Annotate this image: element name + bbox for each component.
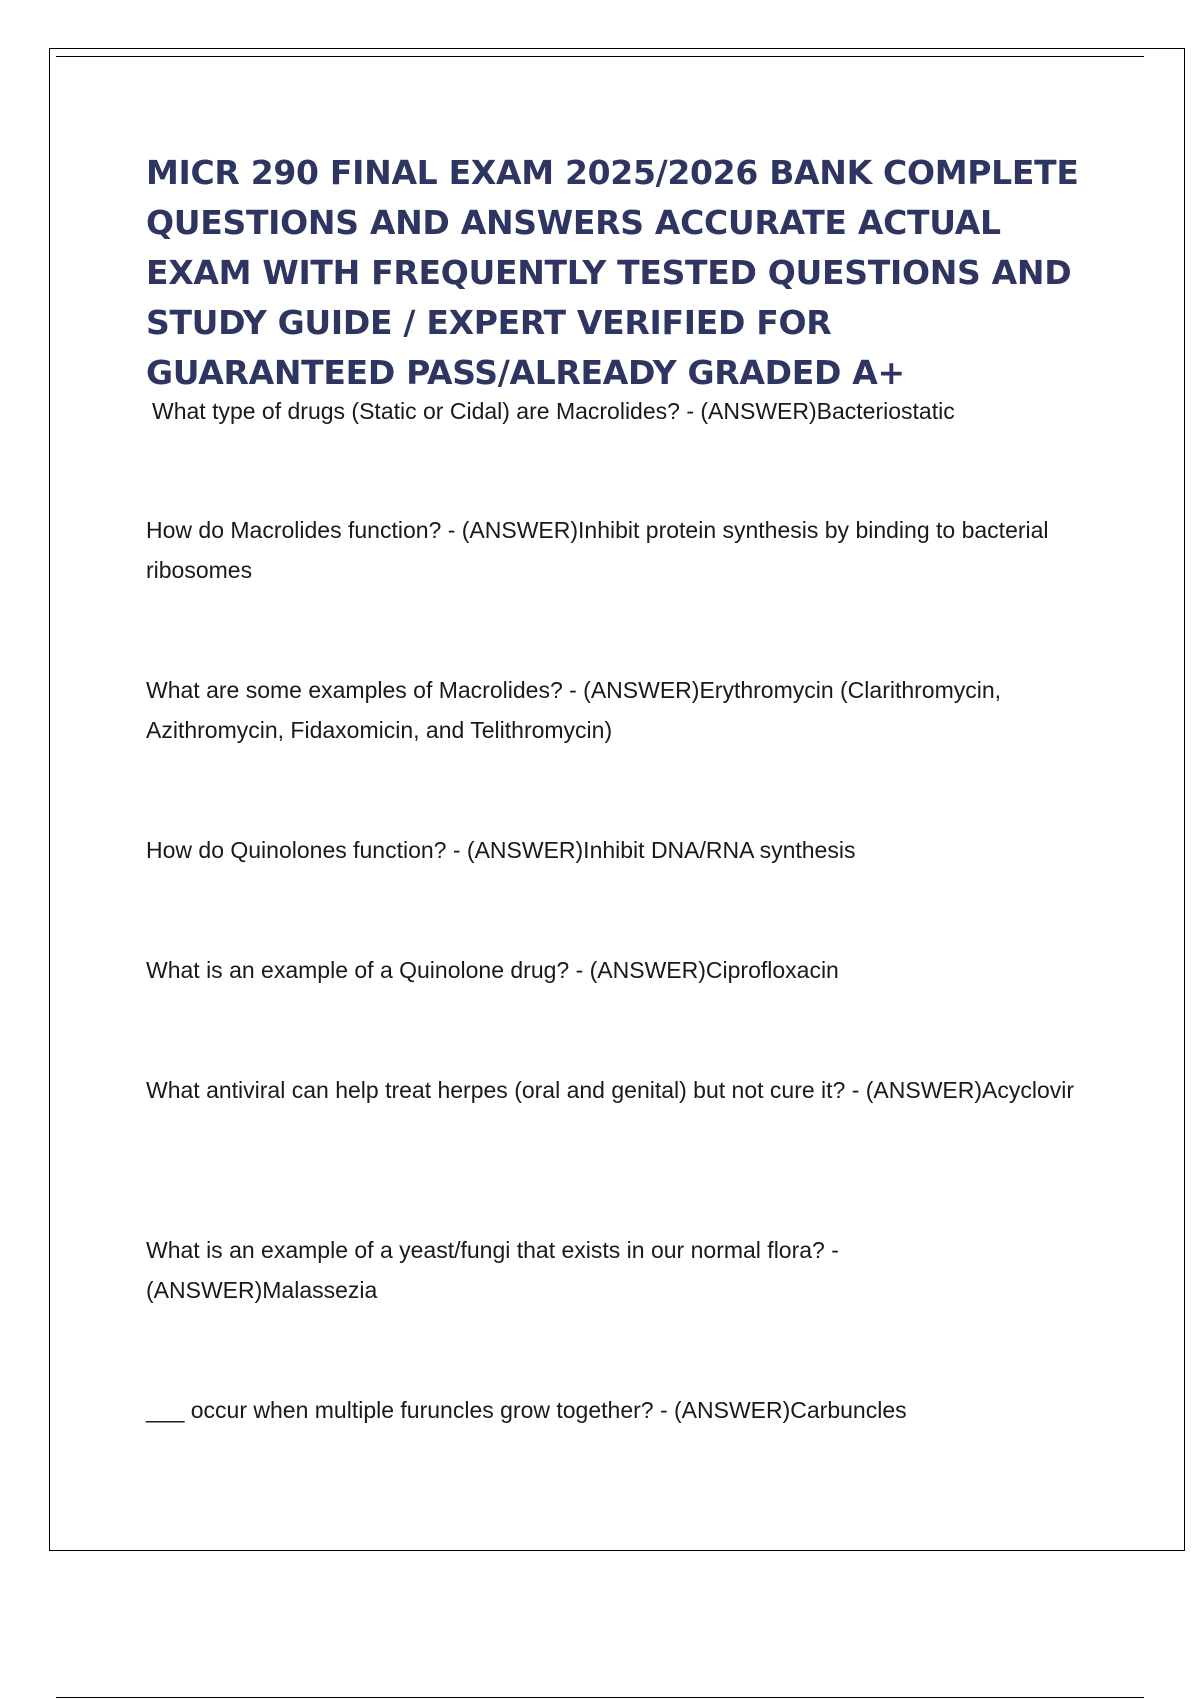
qa-item-6: What antiviral can help treat herpes (oral and genital) but not cure it? - (ANSWER)Acyclovir <box>146 1077 1075 1103</box>
qa-item-3: What are some examples of Macrolides? - (ANSWER)Erythromycin (Clarithromycin, Azithromycin, Fidaxomicin, and Telithromycin) <box>146 677 1002 743</box>
qa-item-2: How do Macrolides function? - (ANSWER)Inhibit protein synthesis by binding to bacterial ribosomes <box>146 517 1049 583</box>
qa-item-8: ___ occur when multiple furuncles grow together? - (ANSWER)Carbuncles <box>146 1397 907 1423</box>
bottom-rule <box>56 1697 1144 1698</box>
document-content <box>146 148 1086 1423</box>
top-rule <box>56 56 1144 57</box>
qa-item-5: What is an example of a Quinolone drug? - (ANSWER)Ciprofloxacin <box>146 957 839 983</box>
qa-item-4: How do Quinolones function? - (ANSWER)Inhibit DNA/RNA synthesis <box>146 837 856 863</box>
document-title: MICR 290 FINAL EXAM 2025/2026 BANK COMPLETE QUESTIONS AND ANSWERS ACCURATE ACTUAL EXAM WITH FREQUENTLY TESTED QUESTIONS AND STUDY GUIDE / EXPERT VERIFIED FOR GUARANTEED PASS/ALREADY GRADED A+ <box>146 153 1079 392</box>
qa-item-1: What type of drugs (Static or Cidal) are Macrolides? - (ANSWER)Bacteriostatic <box>152 398 955 424</box>
qa-item-7: What is an example of a yeast/fungi that exists in our normal flora? - (ANSWER)Malassezia <box>146 1237 839 1303</box>
